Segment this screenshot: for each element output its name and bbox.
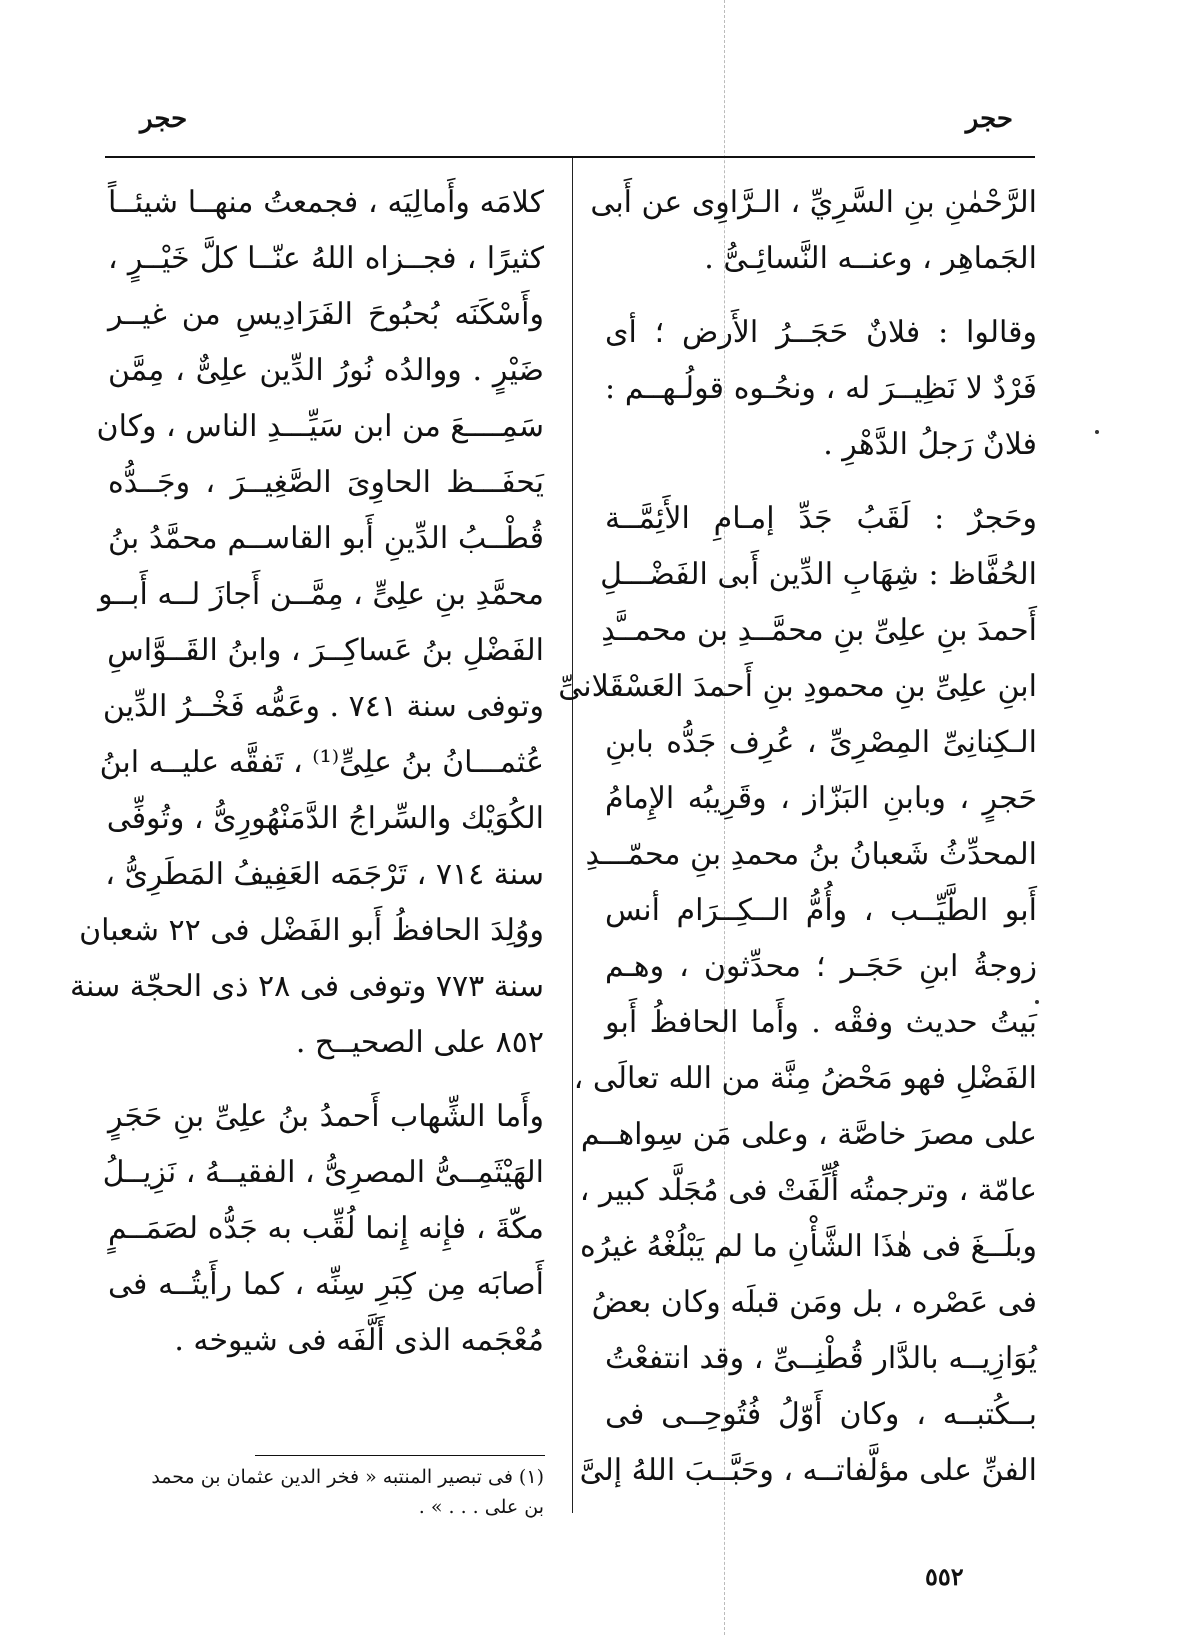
text-line: الحُفَّاظ : شِهَابِ الدِّين أَبى الفَضْـــلِ (600, 557, 1037, 592)
text-line: مُعْجَمه الذى أَلَّفَه فى شيوخه . (174, 1323, 544, 1358)
text-line: ووُلِدَ الحافظُ أَبو الفَضْل فى ٢٢ شعبان (79, 913, 544, 948)
text-line: عامّة ، وترجمتُه أُلِّفَتْ فى مُجَلَّد كبير ، (579, 1173, 1037, 1208)
header-rule (105, 156, 1035, 158)
text-line: ضَيْرٍ . ووالدُه نُورُ الدِّين علِىٌّ ، مِمَّن (108, 353, 544, 388)
text-line: الرَّحْمٰنِ بنِ السَّرِيِّ ، الـرَّاوِى عن أَبى (590, 185, 1037, 220)
text-line: بــكُتبــه ، وكان أَوّلُ فُتُوحِــى فى (605, 1397, 1037, 1432)
column-divider (572, 158, 573, 1513)
text-line: فلانٌ رَجلُ الدَّهْرِ . (823, 427, 1037, 462)
paragraph-gap (108, 1071, 544, 1089)
ink-speck (1035, 1000, 1039, 1004)
text-line: سنة ٧١٤ ، تَرْجَمَه العَفِيفُ المَطَرِىُّ ، (105, 857, 544, 892)
text-line: سنة ٧٧٣ وتوفى فى ٢٨ ذى الحجّة سنة (69, 969, 544, 1004)
text-line: الـكِنانِىِّ المِصْرِىِّ ، عُرِف جَدُّه بابنِ (605, 725, 1037, 760)
text-line: عُثمـــانُ بنُ علِىٍّ⁽¹⁾ ، تَفقَّه عليــه ابنُ (99, 745, 544, 780)
text-line: بَيتُ حديث وفقْه . وأَما الحافظُ أَبو (605, 1005, 1037, 1040)
running-header-left: حجر (140, 104, 188, 134)
text-line: زوجةُ ابنِ حَجَـر ؛ محدِّثون ، وهـم (605, 949, 1037, 984)
text-line: حَجرٍ ، وبابنِ البَزّاز ، وقَرِيبُه الإِمامُ (605, 781, 1037, 816)
text-line: فى عَصْره ، بل ومَن قبلَه وكان بعضُ (591, 1285, 1037, 1320)
right-column (558, 175, 1037, 1499)
text-line: سَمِــــعَ من ابن سَيِّـــدِ الناس ، وكان (96, 409, 544, 444)
footnote-line: (١) فى تبصير المنتبه « فخر الدين عثمان بن محمد (151, 1466, 544, 1488)
text-line: وأَسْكَنَه بُحبُوحَ الفَرَادِيسِ من غيــر (108, 297, 544, 332)
text-line: كلامَه وأَمالِيَه ، فجمعتُ منهــا شيئــاً (108, 185, 544, 220)
paragraph-gap (605, 473, 1037, 491)
text-line: الفَضْلِ فهو مَحْضُ مِنَّة من الله تعالَى ، (573, 1061, 1037, 1096)
text-line: أَصابَه مِن كِبَرِ سِنِّه ، كما رأَيتُــه فى (108, 1267, 544, 1302)
text-line: الفَضْلِ بنُ عَساكِــرَ ، وابنُ القَــوَّاسِ (107, 633, 544, 668)
text-line: أَبو الطَّيِّــب ، وأُمُّ الــكِــرَام أنس (605, 893, 1037, 928)
ink-speck (1095, 430, 1099, 434)
text-line: الكُوَيْك والسِّراجُ الدَّمَنْهُورِىُّ ، وتُوفِّى (106, 801, 544, 836)
text-line: كثيرًا ، فجــزاه اللهُ عنّــا كلَّ خَيْــرٍ ، (108, 241, 544, 276)
text-line: وبلَــغَ فى هٰذَا الشَّأْنِ ما لم يَبْلُغْهُ غيرُه (580, 1229, 1037, 1264)
text-line: وحَجرٌ : لَقَبُ جَدِّ إمـامِ الأَئِمَّــة (605, 501, 1037, 536)
text-line: يُوَازِيــه بالدَّار قُطْنِــىِّ ، وقد انتفعْتُ (605, 1341, 1037, 1376)
text-line: مكّةَ ، فإِنه إِنما لُقِّب به جَدُّه لصَمَــمٍ (108, 1211, 544, 1246)
text-line: الفنِّ على مؤلَّفاتــه ، وحَبَّــبَ اللهُ إلىَّ (579, 1453, 1037, 1488)
running-header-right: حجر (965, 104, 1013, 134)
text-line: المحدِّثُ شَعبانُ بنُ محمدِ بنِ محمّـــدِ (585, 837, 1037, 872)
text-line: فَرْدٌ لا نَظِيــرَ له ، ونحُـوه قولُـهــم : (605, 371, 1037, 406)
text-line: قُطْــبُ الدِّينِ أَبو القاســم محمَّدُ بنُ (108, 521, 544, 556)
paragraph-gap (605, 287, 1037, 305)
text-line: محمَّدِ بنِ علِىٍّ ، مِمَّــن أَجازَ لــه أَبــو (98, 577, 544, 612)
left-column (69, 175, 544, 1369)
text-line: ابنِ علِىِّ بنِ محمودِ بنِ أَحمدَ العَسْقَلانىِّ (558, 669, 1037, 704)
text-line: يَحفَـــظ الحاوِىَ الصَّغِيــرَ ، وجَــدُّه (108, 465, 544, 500)
text-line: على مصرَ خاصَّة ، وعلى مَن سِواهــم (580, 1117, 1037, 1152)
text-line: ٨٥٢ على الصحيــح . (295, 1025, 544, 1060)
text-line: وتوفى سنة ٧٤١ . وعَمُّه فَخْــرُ الدِّين (102, 689, 544, 724)
page-number: ٥٥٢ (925, 1562, 964, 1591)
text-line: وأَما الشِّهاب أَحمدُ بنُ علِىِّ بنِ حَجَرٍ (108, 1099, 544, 1134)
text-line: الجَماهِر ، وعنــه النَّسائِـىُّ . (704, 241, 1037, 276)
footnote-rule (255, 1455, 545, 1456)
text-line: أَحمدَ بنِ علِىِّ بنِ محمَّــدِ بن محمــَّدِ (601, 613, 1037, 648)
footnote-line: بن على . . . » . (418, 1496, 544, 1518)
text-line: وقالوا : فلانٌ حَجَــرُ الأَرض ؛ أى (605, 315, 1037, 350)
text-line: الهَيْثَمِــىُّ المصرِىُّ ، الفقيــهُ ، نَزِيــلُ (102, 1155, 544, 1190)
footnote (108, 1462, 544, 1522)
